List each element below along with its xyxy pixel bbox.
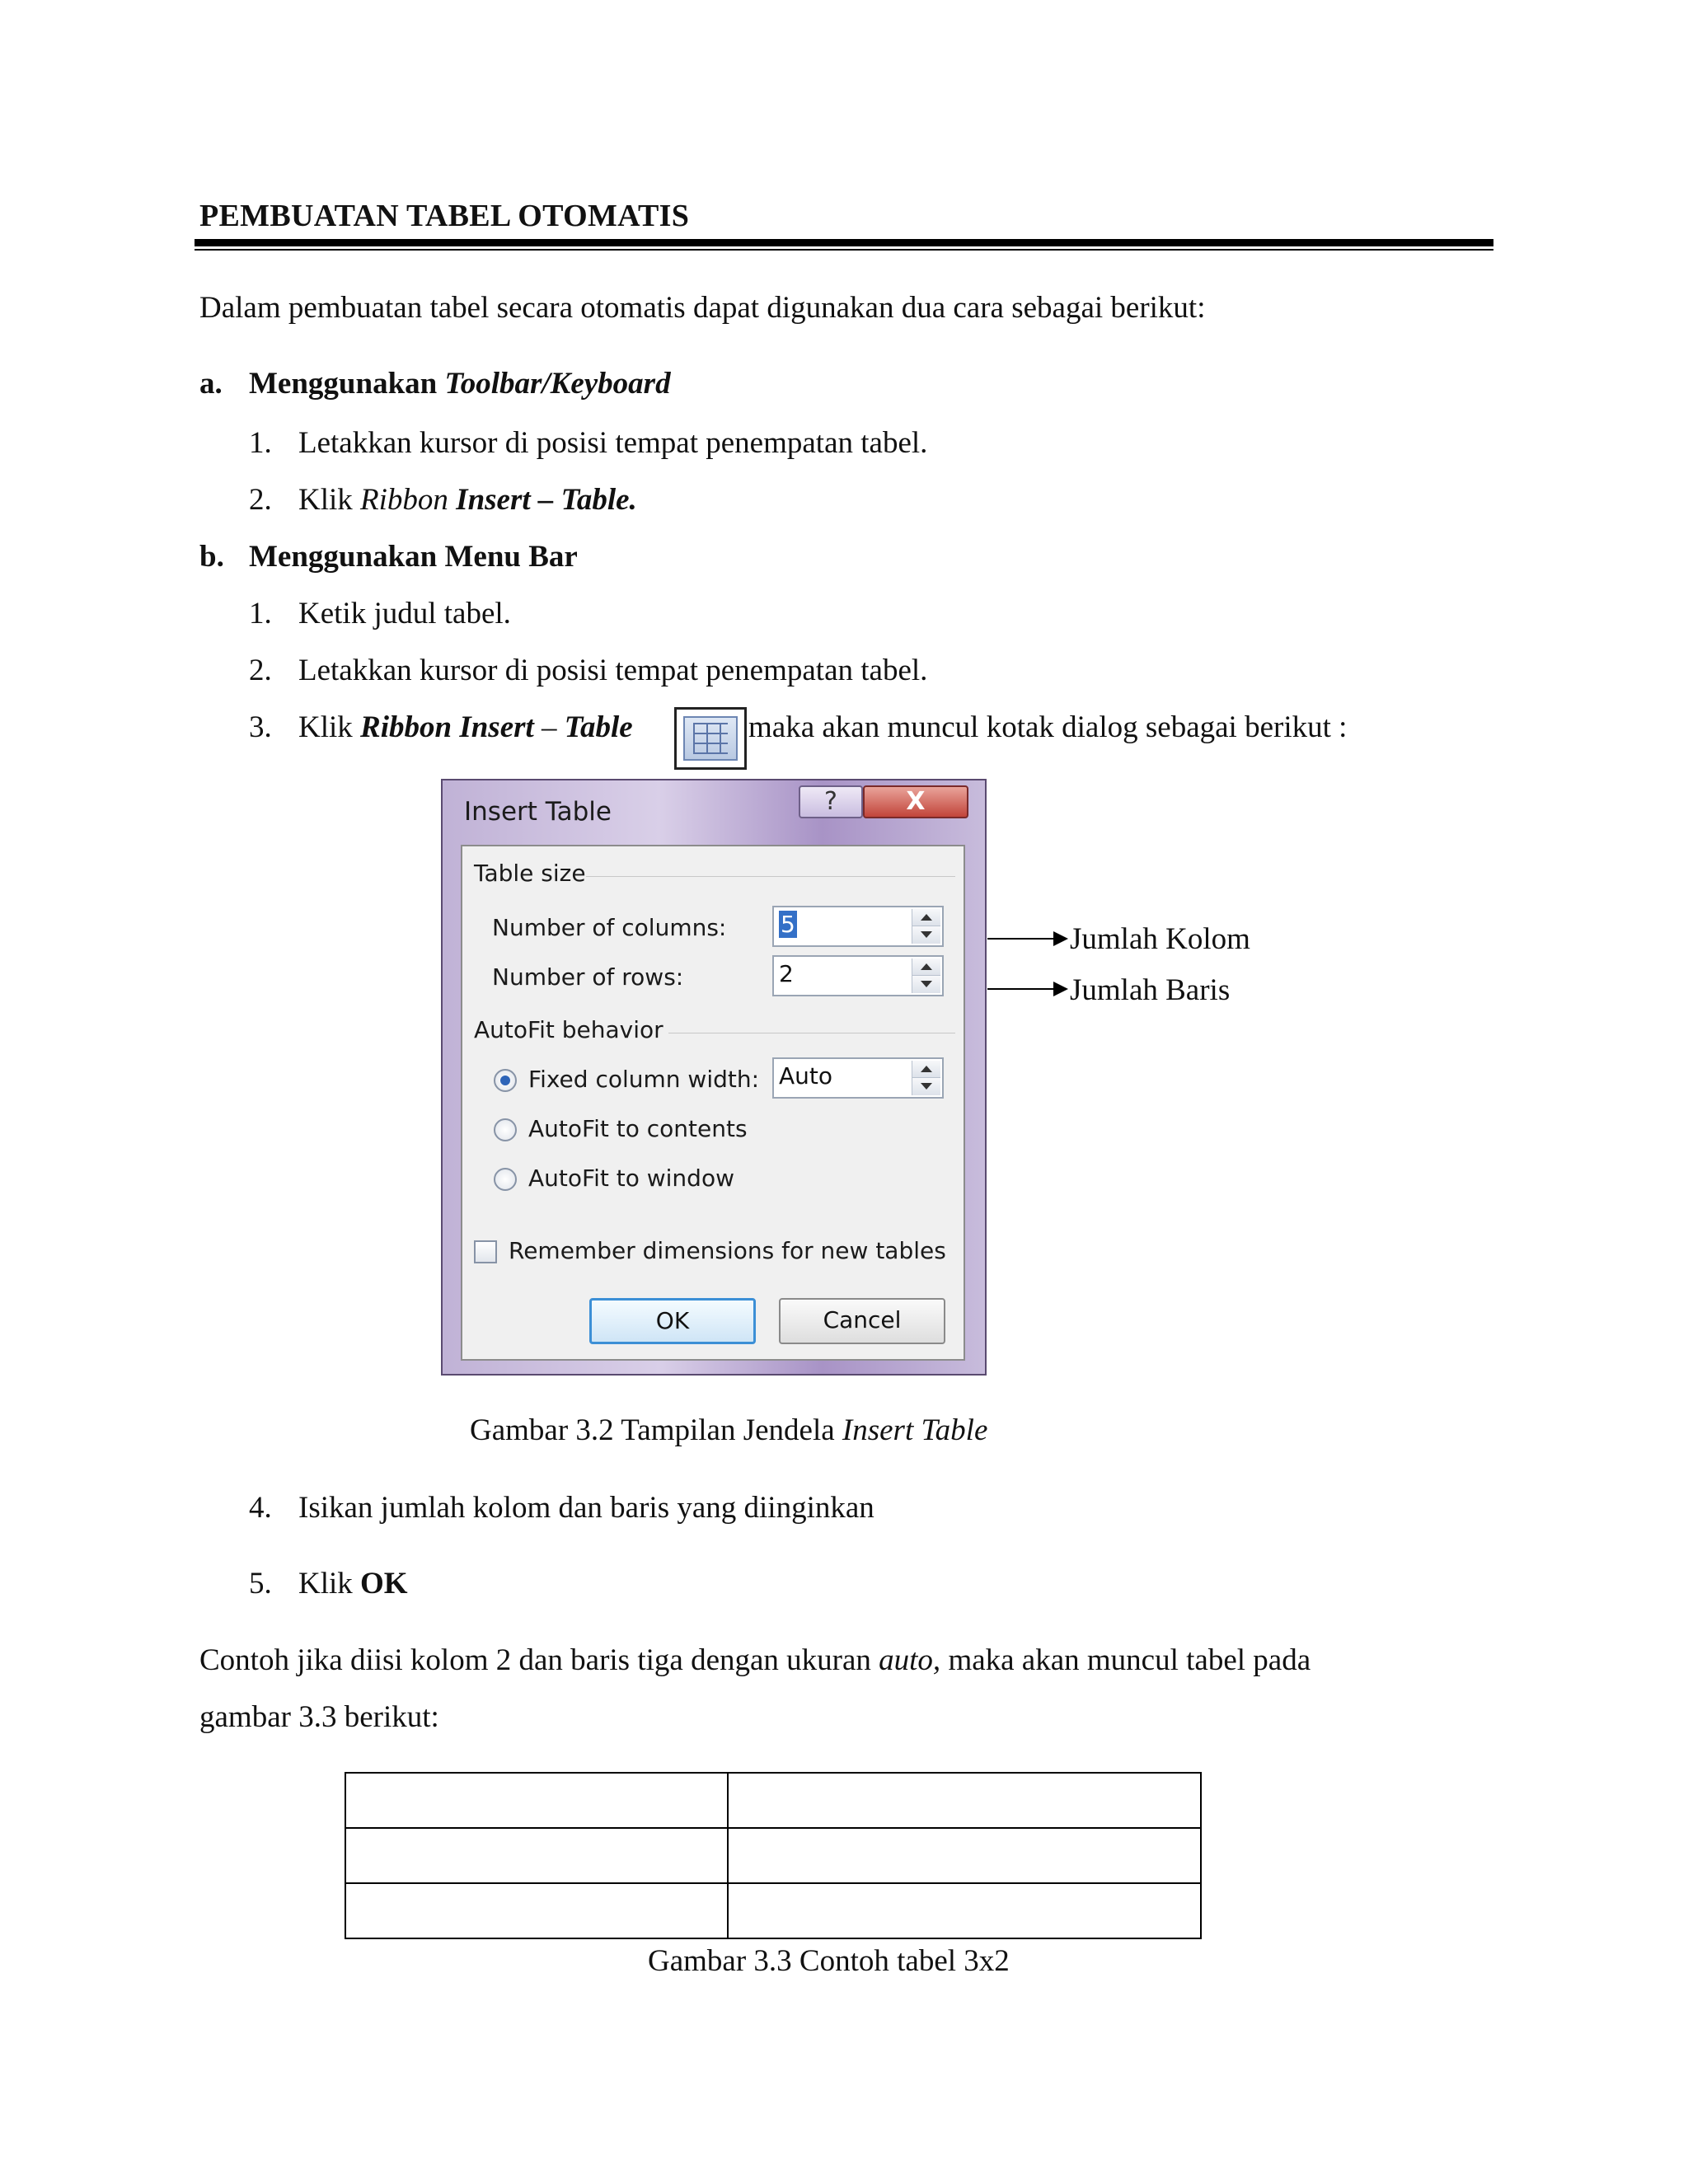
fixed-width-radio[interactable] — [494, 1069, 517, 1092]
dialog-title: Insert Table — [464, 797, 612, 827]
columns-down-arrow-icon[interactable] — [912, 926, 940, 944]
step-b5-text: Klik OK — [298, 1567, 408, 1601]
columns-arrow-icon — [1053, 931, 1068, 946]
columns-annotation: Jumlah Kolom — [1070, 922, 1250, 956]
insert-table-icon — [674, 707, 747, 770]
figure-3-2-caption: Gambar 3.2 Tampilan Jendela Insert Table — [470, 1413, 988, 1447]
step-a1-text: Letakkan kursor di posisi tempat penempatan tabel. — [298, 426, 928, 460]
autofit-group-label: AutoFit behavior — [474, 1016, 663, 1043]
heading-rule-thin — [195, 249, 1493, 251]
step-a1-number: 1. — [249, 426, 272, 460]
columns-label: Number of columns: — [492, 914, 727, 941]
table-size-separator — [586, 876, 955, 877]
step-b4-number: 4. — [249, 1491, 272, 1525]
example-paragraph-line1: Contoh jika diisi kolom 2 dan baris tiga dengan ukuran auto, maka akan muncul tabel pada — [199, 1643, 1311, 1677]
rows-spinner[interactable] — [772, 955, 944, 996]
autofit-window-radio[interactable] — [494, 1168, 517, 1191]
rows-annotation: Jumlah Baris — [1070, 973, 1231, 1007]
table-cell — [345, 1828, 728, 1883]
fixed-width-up-arrow-icon[interactable] — [912, 1061, 940, 1078]
step-b1-text: Ketik judul tabel. — [298, 597, 511, 630]
columns-up-arrow-icon[interactable] — [912, 909, 940, 926]
step-b2-number: 2. — [249, 654, 272, 687]
columns-arrow-line — [987, 938, 1055, 940]
help-button[interactable] — [799, 785, 863, 818]
section-heading: PEMBUATAN TABEL OTOMATIS — [199, 199, 690, 233]
cancel-button[interactable]: Cancel — [779, 1298, 945, 1344]
intro-paragraph: Dalam pembuatan tabel secara otomatis dapat digunakan dua cara sebagai berikut: — [199, 291, 1206, 325]
step-b1-number: 1. — [249, 597, 272, 630]
figure-3-3-caption: Gambar 3.3 Contoh tabel 3x2 — [648, 1944, 1010, 1978]
step-a2-text: Klik Ribbon Insert – Table. — [298, 483, 637, 517]
step-b4-text: Isikan jumlah kolom dan baris yang diinginkan — [298, 1491, 874, 1525]
autofit-contents-label: AutoFit to contents — [528, 1115, 748, 1142]
table-cell — [345, 1773, 728, 1828]
table-cell — [345, 1883, 728, 1938]
rows-up-arrow-icon[interactable] — [912, 958, 940, 976]
step-b2-text: Letakkan kursor di posisi tempat penempatan tabel. — [298, 654, 928, 687]
table-cell — [728, 1828, 1201, 1883]
step-b3-text-end: maka akan muncul kotak dialog sebagai berikut : — [748, 710, 1348, 744]
rows-value: 2 — [779, 960, 794, 987]
ok-button[interactable]: OK — [589, 1298, 756, 1344]
close-icon: X — [906, 787, 926, 816]
rows-label: Number of rows: — [492, 963, 684, 991]
section-a-title: Menggunakan Toolbar/Keyboard — [249, 367, 671, 401]
fixed-width-value: Auto — [779, 1062, 833, 1090]
section-b-title: Menggunakan Menu Bar — [249, 540, 578, 574]
rows-arrow-line — [987, 988, 1055, 990]
dialog-body — [461, 845, 965, 1361]
columns-spinner[interactable] — [772, 906, 944, 947]
fixed-width-label: Fixed column width: — [528, 1066, 760, 1093]
step-a2-number: 2. — [249, 483, 272, 517]
table-cell — [728, 1883, 1201, 1938]
example-paragraph-line2: gambar 3.3 berikut: — [199, 1700, 439, 1734]
step-b3-text-start: Klik Ribbon Insert – Table — [298, 710, 633, 744]
autofit-contents-radio[interactable] — [494, 1118, 517, 1141]
remember-dimensions-checkbox[interactable] — [474, 1240, 497, 1263]
step-b3-number: 3. — [249, 710, 272, 744]
section-b-marker: b. — [199, 540, 224, 574]
autofit-window-label: AutoFit to window — [528, 1165, 734, 1192]
rows-down-arrow-icon[interactable] — [912, 976, 940, 993]
example-table — [345, 1772, 1202, 1939]
insert-table-dialog — [441, 779, 987, 1376]
section-a-marker: a. — [199, 367, 223, 401]
help-icon: ? — [824, 787, 837, 816]
rows-arrow-icon — [1053, 982, 1068, 996]
table-row — [345, 1828, 1201, 1883]
table-row — [345, 1773, 1201, 1828]
remember-dimensions-label: Remember dimensions for new tables — [509, 1237, 946, 1264]
columns-value: 5 — [781, 911, 795, 938]
close-button[interactable] — [863, 785, 968, 818]
table-cell — [728, 1773, 1201, 1828]
table-row — [345, 1883, 1201, 1938]
fixed-width-down-arrow-icon[interactable] — [912, 1078, 940, 1095]
heading-rule-thick — [195, 239, 1493, 246]
fixed-width-spinner[interactable] — [772, 1057, 944, 1099]
step-b5-number: 5. — [249, 1567, 272, 1601]
table-size-group-label: Table size — [474, 860, 586, 887]
